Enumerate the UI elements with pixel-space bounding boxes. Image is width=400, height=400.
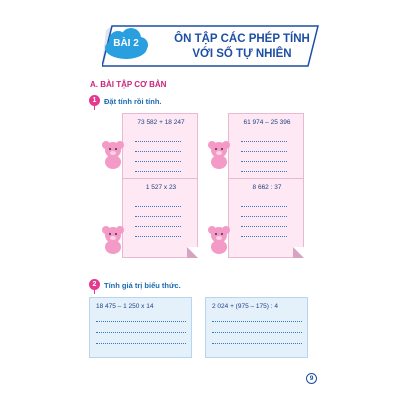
answer-line [96,343,186,344]
expression-box-1 [89,297,192,358]
exercise-expression: 8 662 : 37 [252,184,282,191]
answer-line [135,226,181,227]
answer-line [96,321,186,322]
exercise-expression: 73 582 + 18 247 [137,119,185,126]
answer-line [135,151,181,152]
answer-line [135,216,181,217]
page-number: 9 [306,373,317,384]
lesson-badge: BÀI 2 [113,38,139,49]
pink-bear-icon [206,225,232,255]
answer-line [241,236,287,237]
expression-text: 2 024 + (975 – 175) : 4 [212,303,278,310]
section-title: A. BÀI TẬP CƠ BẢN [90,80,167,89]
note-folded-corner [293,247,304,258]
note-folded-corner [187,247,198,258]
pink-bear-icon [100,225,126,255]
task-1-instruction: Đặt tính rồi tính. [104,97,162,106]
expression-text: 18 475 – 1 250 x 14 [96,303,154,310]
exercise-expression: 1 527 x 23 [145,184,177,191]
pink-bear-icon [206,140,232,170]
exercise-expression: 61 974 – 25 396 [243,119,291,126]
task-2-instruction: Tính giá trị biểu thức. [104,281,181,290]
answer-line [241,226,287,227]
exercise-note-3 [122,178,198,258]
lesson-title-line-1: ÔN TẬP CÁC PHÉP TÍNH [174,33,310,45]
task-2-number-balloon: 2 [89,279,100,290]
answer-line [135,141,181,142]
answer-line [241,171,287,172]
answer-line [135,171,181,172]
answer-line [96,332,186,333]
answer-line [212,332,302,333]
answer-line [241,206,287,207]
answer-line [241,151,287,152]
exercise-note-4 [228,178,304,258]
answer-line [135,161,181,162]
answer-line [241,141,287,142]
answer-line [241,161,287,162]
expression-box-2 [205,297,308,358]
pink-bear-icon [100,140,126,170]
answer-line [212,321,302,322]
answer-line [135,236,181,237]
lesson-title-line-2: VỚI SỐ TỰ NHIÊN [192,48,292,60]
task-1-number-balloon: 1 [89,95,100,106]
answer-line [135,206,181,207]
answer-line [212,343,302,344]
answer-line [241,216,287,217]
